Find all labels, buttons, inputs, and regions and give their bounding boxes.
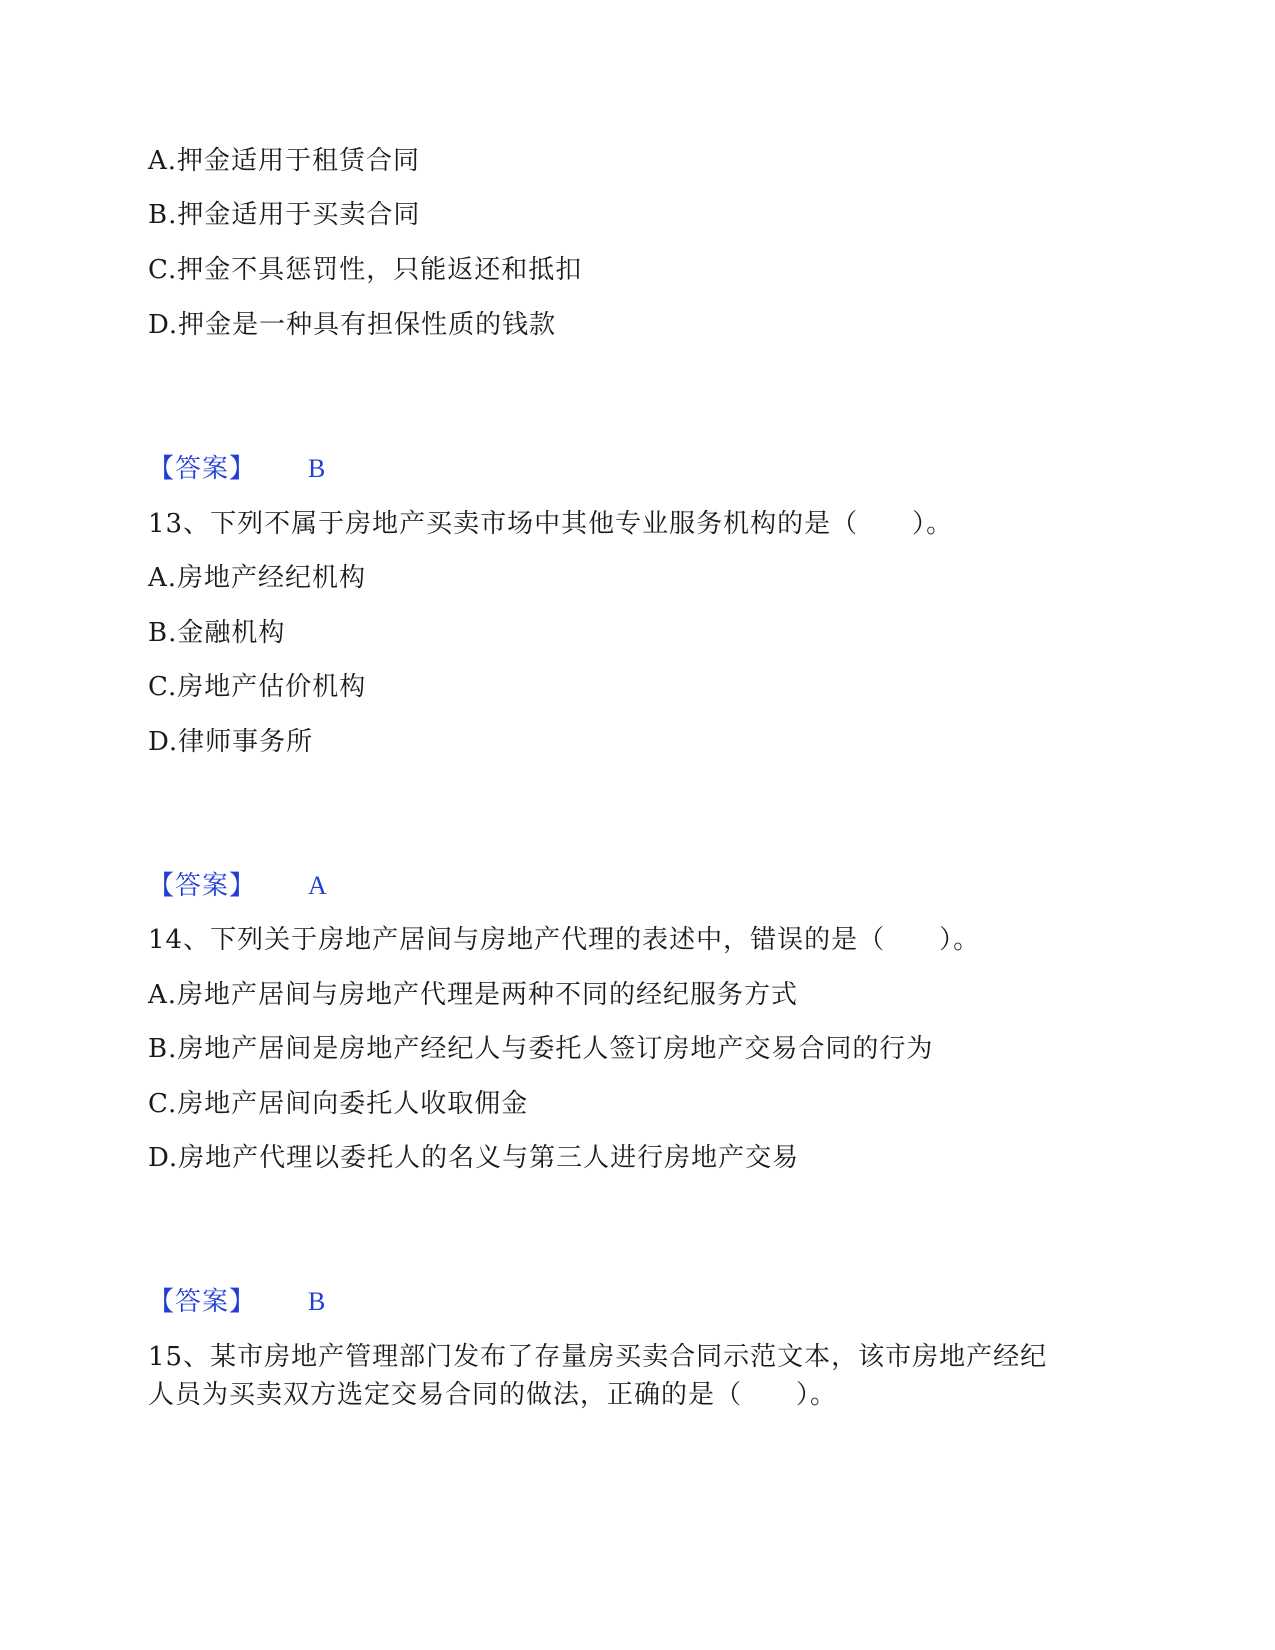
q12-answer: [148, 452, 326, 486]
q14-stem: 14、下列关于房地产居间与房地产代理的表述中，错误的是（ ）。: [148, 925, 981, 955]
answer-label: 【答案】: [148, 871, 257, 901]
answer-label: 【答案】: [148, 1287, 257, 1317]
q15-stem-line1: 15、某市房地产管理部门发布了存量房买卖合同示范文本，该市房地产经纪: [148, 1342, 1048, 1372]
q13-option-b: B.金融机构: [148, 618, 286, 648]
q14-option-a: A.房地产居间与房地产代理是两种不同的经纪服务方式: [148, 980, 799, 1010]
q14-option-d: D.房地产代理以委托人的名义与第三人进行房地产交易: [148, 1143, 800, 1173]
q13-stem: 13、下列不属于房地产买卖市场中其他专业服务机构的是（ ）。: [148, 509, 954, 539]
answer-value: A: [308, 871, 328, 900]
q12-option-a: A.押金适用于租赁合同: [148, 146, 421, 176]
answer-value: B: [308, 1287, 327, 1316]
answer-value: B: [308, 454, 327, 483]
q13-option-a: A.房地产经纪机构: [148, 563, 367, 593]
q13-option-d: D.律师事务所: [148, 727, 314, 757]
q12-option-c: C.押金不具惩罚性，只能返还和抵扣: [148, 255, 583, 285]
q12-option-b: B.押金适用于买卖合同: [148, 200, 421, 230]
q12-option-d: D.押金是一种具有担保性质的钱款: [148, 310, 557, 340]
q13-option-c: C.房地产估价机构: [148, 672, 367, 702]
answer-label: 【答案】: [148, 454, 257, 484]
q15-stem-line2: 人员为买卖双方选定交易合同的做法，正确的是（ ）。: [148, 1380, 838, 1410]
q13-answer: [148, 869, 328, 903]
q14-answer: [148, 1285, 326, 1319]
q14-option-c: C.房地产居间向委托人收取佣金: [148, 1089, 529, 1119]
q14-option-b: B.房地产居间是房地产经纪人与委托人签订房地产交易合同的行为: [148, 1034, 934, 1064]
